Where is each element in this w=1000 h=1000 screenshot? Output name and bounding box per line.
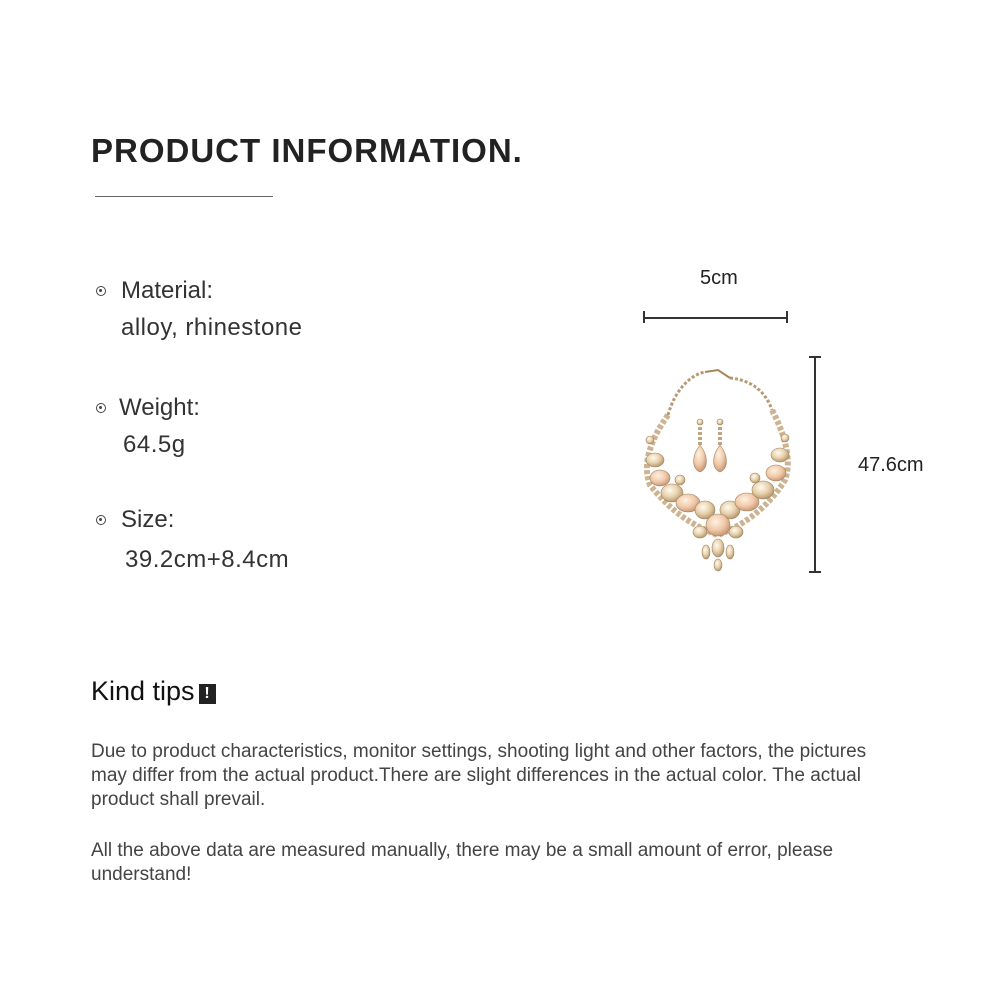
width-dimension-tick (643, 311, 645, 323)
material-label: Material: (121, 277, 214, 304)
width-dimension-tick (786, 311, 788, 323)
kind-tips-heading (91, 676, 216, 707)
weight-value: 64.5g (123, 431, 186, 458)
page-title: PRODUCT INFORMATION. (91, 132, 523, 169)
title-underline (95, 196, 273, 197)
bullet-icon (96, 286, 106, 296)
height-dimension-line (814, 356, 816, 572)
kind-tips-title: Kind tips (91, 676, 195, 706)
height-dimension-tick (809, 356, 821, 358)
bullet-icon (96, 515, 106, 525)
material-value: alloy, rhinestone (121, 314, 303, 341)
exclamation-icon: ! (199, 684, 216, 704)
weight-label: Weight: (119, 394, 200, 421)
product-image (630, 360, 805, 575)
height-dimension-tick (809, 571, 821, 573)
size-label: Size: (121, 506, 175, 533)
width-dimension-label: 5cm (700, 267, 738, 289)
height-dimension-label: 47.6cm (858, 454, 924, 476)
disclaimer-paragraph: Due to product characteristics, monitor settings, shooting light and other factors, the pictures may differ from the actual product.There are slight differences in the actual color. The actual product shall prevail. (91, 741, 867, 810)
bullet-icon (96, 403, 106, 413)
measurement-note-paragraph: All the above data are measured manually, there may be a small amount of error, please understand! (91, 840, 834, 885)
size-value: 39.2cm+8.4cm (125, 546, 290, 573)
width-dimension-line (643, 317, 788, 319)
